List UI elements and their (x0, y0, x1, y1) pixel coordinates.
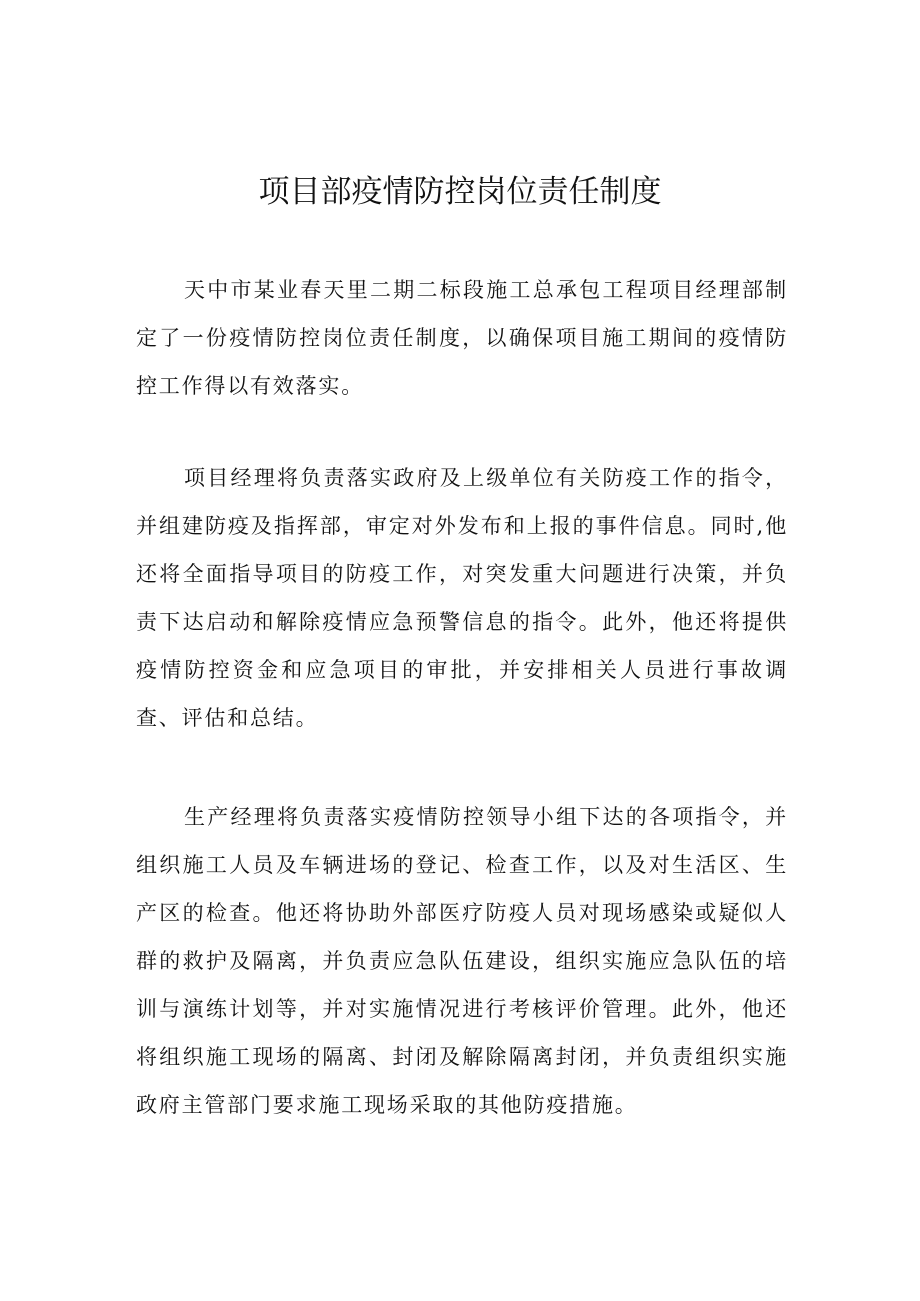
paragraph-project-manager: 项目经理将负责落实政府及上级单位有关防疫工作的指令，并组建防疫及指挥部，审定对外发布和上报的事件信息。同时,他还将全面指导项目的防疫工作，对突发重大问题进行决策，并负责下达启动和解除疫情应急预警信息的指令。此外，他还将提供疫情防控资金和应急项目的审批，并安排相关人员进行事故调查、评估和总结。 (136, 466, 788, 730)
paragraph-production-manager: 生产经理将负责落实疫情防控领导小组下达的各项指令，并组织施工人员及车辆进场的登记、检查工作，以及对生活区、生产区的检查。他还将协助外部医疗防疫人员对现场感染或疑似人群的救护及隔离，并负责应急队伍建设，组织实施应急队伍的培训与演练计划等，并对实施情况进行考核评价管理。此外，他还将组织施工现场的隔离、封闭及解除隔离封闭，并负责组织实施政府主管部门要求施工现场采取的其他防疫措施。 (136, 805, 788, 1117)
paragraph-intro: 天中市某业春天里二期二标段施工总承包工程项目经理部制定了一份疫情防控岗位责任制度，以确保项目施工期间的疫情防控工作得以有效落实。 (136, 278, 788, 398)
document-title: 项目部疫情防控岗位责任制度 (258, 174, 662, 210)
